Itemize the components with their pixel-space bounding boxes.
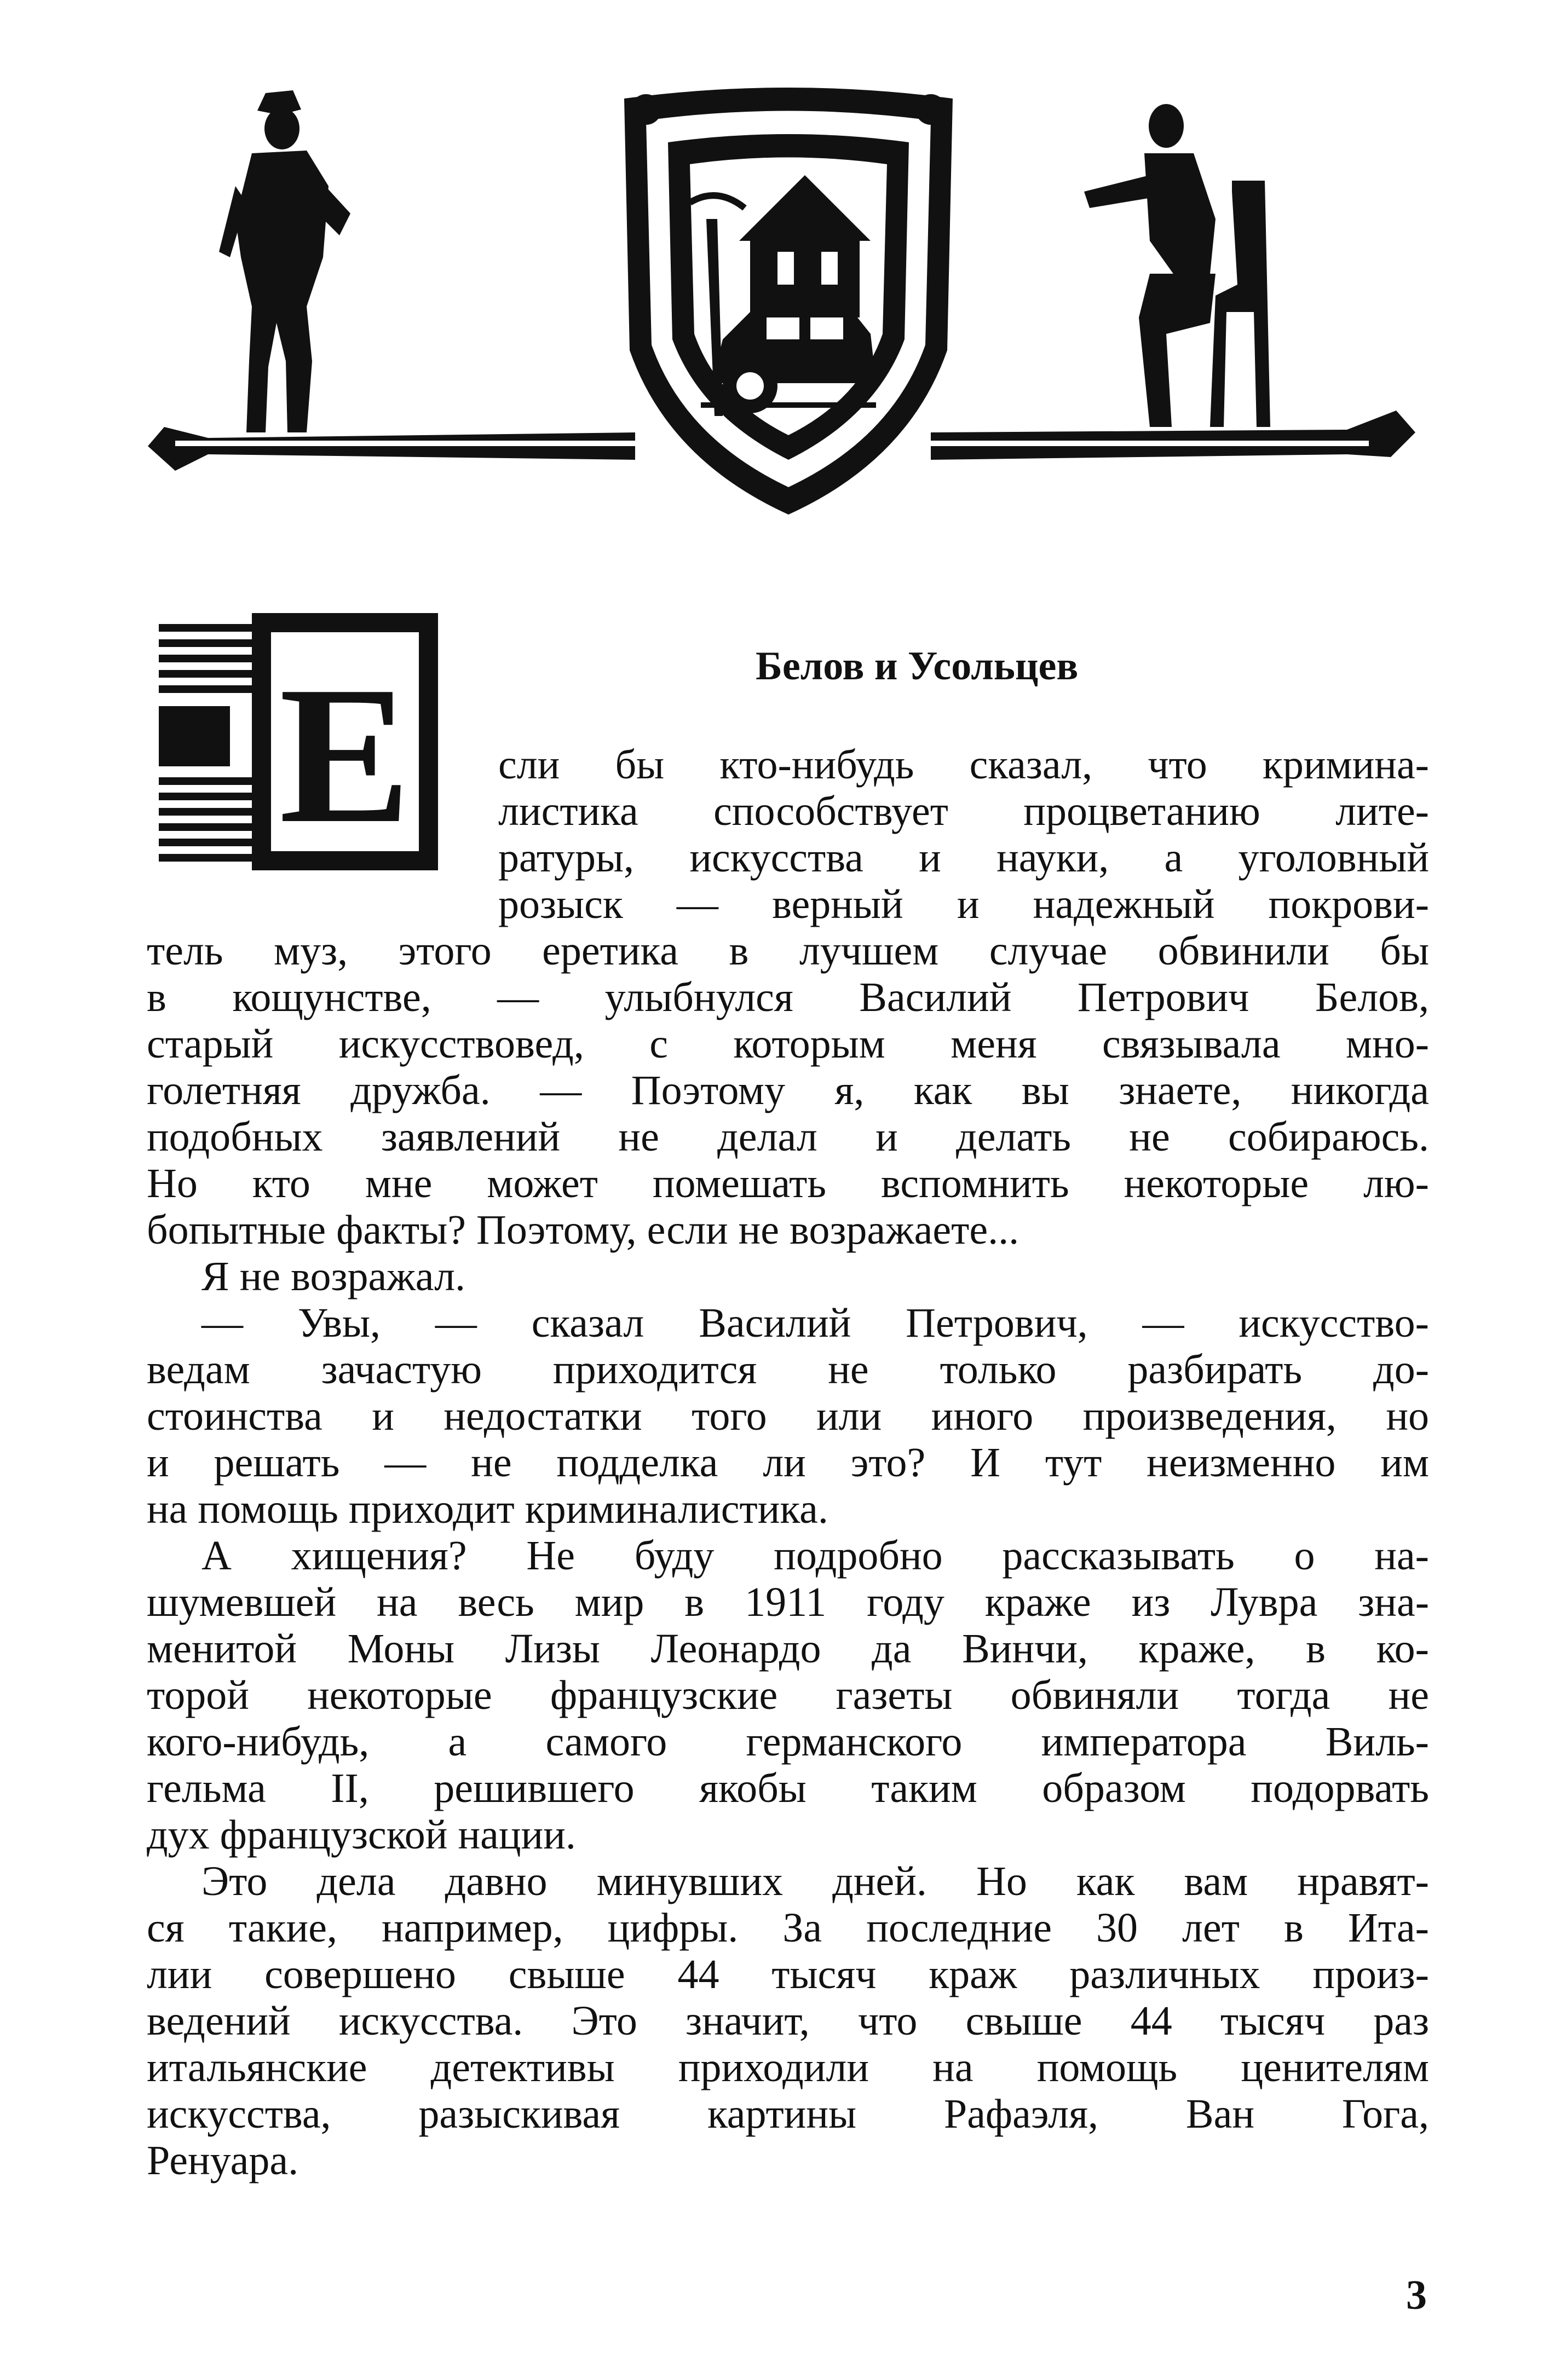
- text-line: итальянские детективы приходили на помощь ценителям: [147, 2044, 1429, 2090]
- main-paragraph-block: [147, 928, 1429, 2184]
- text-line: старый искусствовед, с которым меня связывала мно-: [147, 1021, 1429, 1067]
- text-line: — Увы, — сказал Василий Петрович, — искусство-: [201, 1300, 1429, 1346]
- text-line: стоинства и недостатки того или иного произведения, но: [147, 1393, 1429, 1439]
- text-line: шумевшей на весь мир в 1911 году краже из Лувра зна-: [147, 1579, 1429, 1625]
- text-line: ратуры, искусства и науки, а уголовный: [498, 835, 1429, 881]
- text-line: бопытные факты? Поэтому, если не возражаете...: [147, 1207, 1019, 1253]
- text-line: сли бы кто-нибудь сказал, что кримина-: [498, 742, 1429, 788]
- text-line: лии совершено свыше 44 тысяч краж различных произ-: [147, 1951, 1429, 1997]
- section-title: Белов и Усольцев: [756, 644, 1079, 689]
- text-line: голетняя дружба. — Поэтому я, как вы знаете, никогда: [147, 1067, 1429, 1113]
- header-illustration: [142, 77, 1424, 553]
- text-line: Ренуара.: [147, 2138, 299, 2183]
- page-number: 3: [1406, 2272, 1427, 2318]
- text-line: в кощунстве, — улыбнулся Василий Петрович Белов,: [147, 974, 1429, 1020]
- drop-cap: [159, 613, 443, 887]
- text-line: А хищения? Не буду подробно рассказывать о на-: [201, 1533, 1429, 1579]
- text-line: на помощь приходит криминалистика.: [147, 1486, 828, 1532]
- text-line: тель муз, этого еретика в лучшем случае обвинили бы: [147, 928, 1429, 974]
- first-paragraph-block: [498, 742, 1429, 928]
- text-line: Это дела давно минувших дней. Но как вам нравят-: [201, 1858, 1429, 1904]
- text-line: подобных заявлений не делал и делать не собираюсь.: [147, 1114, 1429, 1160]
- text-line: дух французской нации.: [147, 1812, 576, 1858]
- text-line: Я не возражал.: [201, 1253, 466, 1299]
- standing-man-figure: [219, 90, 350, 432]
- seated-man-figure: [1084, 104, 1270, 427]
- text-line: и решать — не подделка ли это? И тут неизменно им: [147, 1440, 1429, 1486]
- text-line: Но кто мне может помешать вспомнить некоторые лю-: [147, 1160, 1429, 1206]
- text-line: листика способствует процветанию лите-: [498, 788, 1429, 834]
- text-line: гельма II, решившего якобы таким образом подорвать: [147, 1765, 1429, 1811]
- text-line: ся такие, например, цифры. За последние 30 лет в Ита-: [147, 1905, 1429, 1951]
- text-line: розыск — верный и надежный покрови-: [498, 881, 1429, 927]
- shield-emblem: [624, 88, 953, 515]
- text-line: кого-нибудь, а самого германского императора Виль-: [147, 1719, 1429, 1765]
- text-line: искусства, разыскивая картины Рафаэля, Ван Гога,: [147, 2091, 1429, 2137]
- text-line: торой некоторые французские газеты обвиняли тогда не: [147, 1672, 1429, 1718]
- text-line: менитой Моны Лизы Леонардо да Винчи, краже, в ко-: [147, 1626, 1429, 1672]
- text-line: ведений искусства. Это значит, что свыше 44 тысяч раз: [147, 1998, 1429, 2044]
- text-line: ведам зачастую приходится не только разбирать до-: [147, 1347, 1429, 1393]
- drop-cap-letter: Е: [279, 645, 411, 864]
